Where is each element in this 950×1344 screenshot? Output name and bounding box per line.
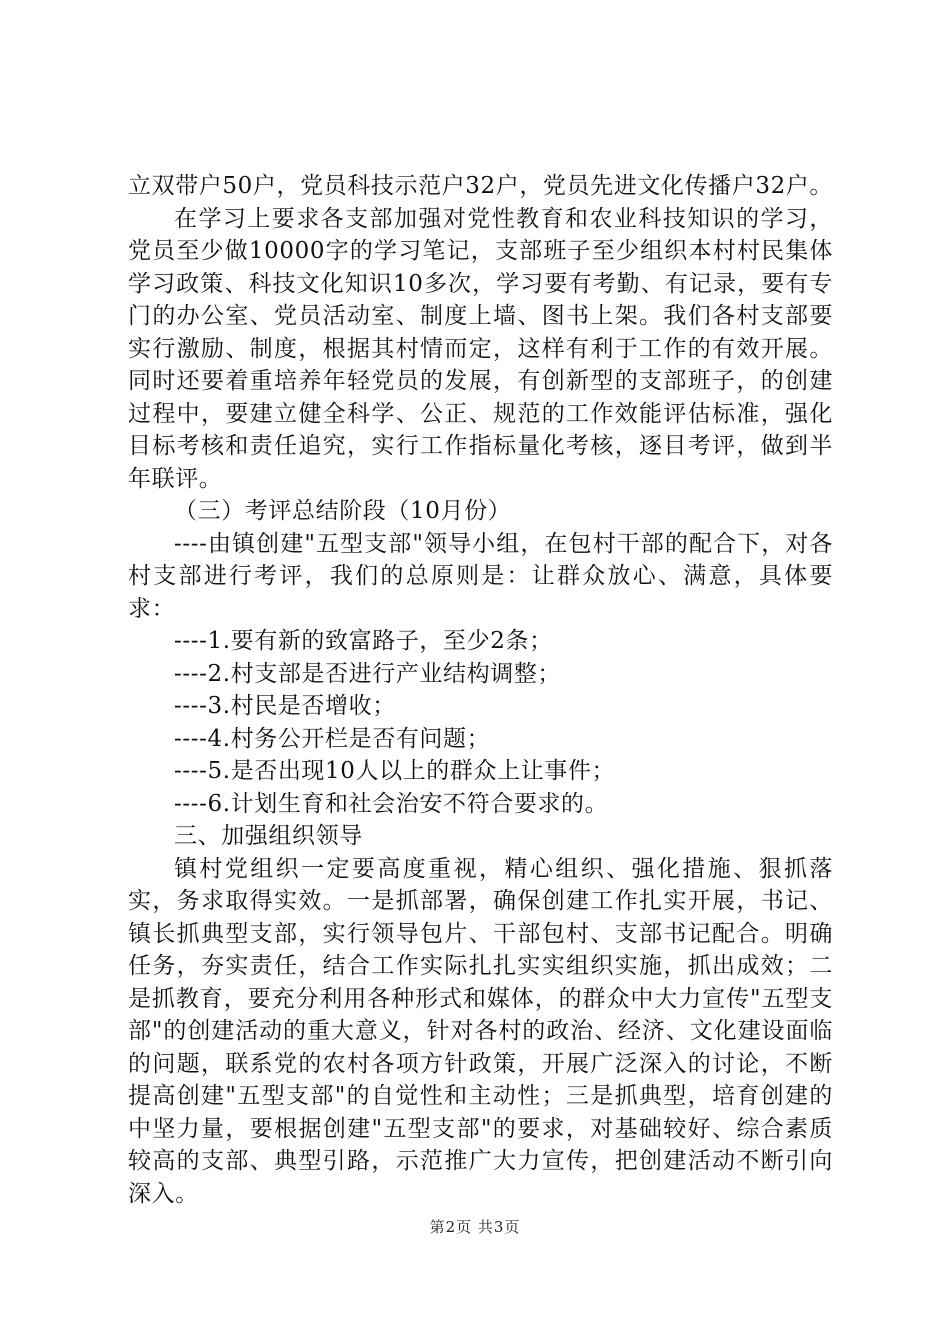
section-heading: 三、加强组织领导	[174, 823, 363, 849]
paragraph-continuation: 立双带户50户，党员科技示范户32户，党员先进文化传播户32户。	[128, 173, 833, 199]
subsection-heading-evaluation: （三）考评总结阶段（10月份）	[174, 498, 512, 524]
requirement-item: ----6.计划生育和社会治安不符合要求的。	[174, 790, 609, 817]
document-body	[128, 170, 833, 1210]
paragraph-organization-leadership: 镇村党组织一定要高度重视，精心组织、强化措施、狠抓落实，务求取得实效。一是抓部署，确保创建工作扎实开展，书记、镇长抓典型支部，实行领导包片、干部包村、支部书记配合。明确任务，夯实责任，结合工作实际扎扎实实组织实施，抓出成效；二是抓教育，要充分利用各种形式和媒体，的群众中大力宣传"五型支部"的创建活动的重大意义，针对各村的政治、经济、文化建设面临的问题，联系党的农村各项方针政策，开展广泛深入的讨论，不断提高创建"五型支部"的自觉性和主动性；三是抓典型，培育创建的中坚力量，要根据创建"五型支部"的要求，对基础较好、综合素质较高的支部、典型引路，示范推广大力宣传，把创建活动不断引向深入。	[128, 855, 833, 1207]
requirement-item: ----5.是否出现10人以上的群众上让事件；	[174, 758, 616, 784]
requirement-item: ----3.村民是否增收；	[174, 693, 396, 719]
requirement-item: ----1.要有新的致富路子，至少2条；	[174, 628, 553, 654]
requirement-item: ----4.村务公开栏是否有问题；	[174, 725, 491, 752]
requirement-item: ----2.村支部是否进行产业结构调整；	[174, 660, 562, 687]
paragraph-evaluation-intro: ----由镇创建"五型支部"领导小组，在包村干部的配合下，对各村支部进行考评，我们的总原则是：让群众放心、满意，具体要求：	[128, 530, 833, 622]
paragraph-study-requirements: 在学习上要求各支部加强对党性教育和农业科技知识的学习，党员至少做10000字的学习笔记，支部班子至少组织本村村民集体学习政策、科技文化知识10多次，学习要有考勤、有记录，要有专门的办公室、党员活动室、制度上墙、图书上架。我们各村支部要实行激励、制度，根据其村情而定，这样有利于工作的有效开展。同时还要着重培养年轻党员的发展，有创新型的支部班子，的创建过程中，要建立健全科学、公正、规范的工作效能评估标准，强化目标考核和责任追究，实行工作指标量化考核，逐目考评，做到半年联评。	[128, 205, 833, 492]
page-number-footer: 第2页 共3页	[429, 1218, 521, 1236]
